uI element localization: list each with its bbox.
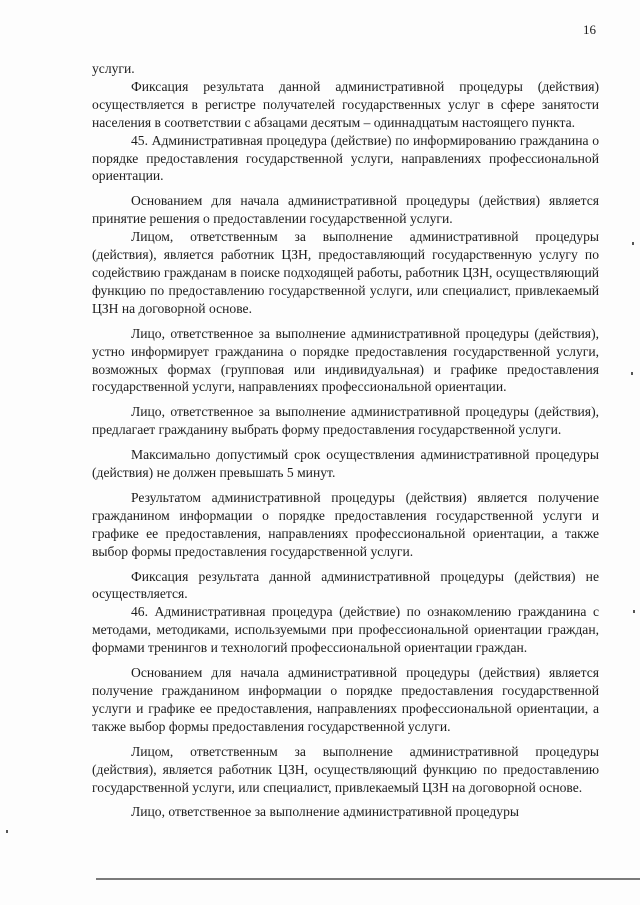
paragraph: Лицо, ответственное за выполнение административной процедуры (действия), устно информирует гражданина о порядке предоставления государственной услуги, возможных формах (групповая или индивидуальная) и графике предоставления государственной услуги, направлениях профессиональной ориентации. (92, 325, 599, 395)
paragraph: Максимально допустимый срок осуществления административной процедуры (действия) не должен превышать 5 минут. (92, 447, 599, 481)
paragraph: 45. Административная процедура (действие) по информированию гражданина о порядке предоставления государственной услуги, направлениях профессиональной ориентации. (92, 132, 599, 184)
paragraph: 46. Административная процедура (действие) по ознакомлению гражданина с методами, методиками, используемыми при профессиональной ориентации граждан, формами тренингов и технологий профессиональной ориентации граждан. (92, 604, 599, 656)
paragraph: Основанием для начала административной процедуры (действия) является принятие решения о предоставлении государственной услуги. (92, 193, 599, 227)
paragraph: Основанием для начала административной процедуры (действия) является получение гражданином информации о порядке предоставления государственной услуги и графике ее предоставления, направлениях профессиональной ориентации, а также выбор формы предоставления государственной услуги. (92, 665, 599, 734)
document-body (92, 60, 599, 821)
scan-artifact-mark (632, 242, 634, 245)
scan-artifact-mark (6, 830, 8, 833)
scan-bottom-edge (96, 878, 640, 880)
paragraph: Фиксация результата данной административной процедуры (действия) не осуществляется. (92, 568, 599, 602)
paragraph: Лицо, ответственное за выполнение административной процедуры (131, 804, 520, 820)
paragraph: Фиксация результата данной административной процедуры (действия) осуществляется в регистре получателей государственных услуг в сфере занятости населения в соответствии с абзацами десятым – одиннадцатым настоящего пункта. (92, 78, 599, 130)
paragraph: Результатом административной процедуры (действия) является получение гражданином информации о порядке предоставления государственной услуги и графике ее предоставления, направлениях профессиональной ориентации, а также выбор формы предоставления государственной услуги. (92, 489, 599, 559)
scan-artifact-mark (631, 372, 633, 375)
scan-artifact-mark (633, 610, 635, 613)
paragraph: Лицом, ответственным за выполнение административной процедуры (действия), является работник ЦЗН, осуществляющий функцию по предоставлению государственной услуги, или специалист, привлекаемый ЦЗН на договорной основе. (92, 743, 599, 795)
paragraph: услуги. (92, 61, 135, 76)
paragraph: Лицом, ответственным за выполнение административной процедуры (действия), является работник ЦЗН, предоставляющий государственную услугу по содействию гражданам в поиске подходящей работы, работник ЦЗН, осуществляющий функцию по предоставлению государственной услуги, или специалист, привлекаемый ЦЗН на договорной основе. (92, 229, 599, 316)
paragraph: Лицо, ответственное за выполнение административной процедуры (действия), предлагает гражданину выбрать форму предоставления государственной услуги. (92, 404, 599, 438)
page-number: 16 (583, 22, 596, 37)
